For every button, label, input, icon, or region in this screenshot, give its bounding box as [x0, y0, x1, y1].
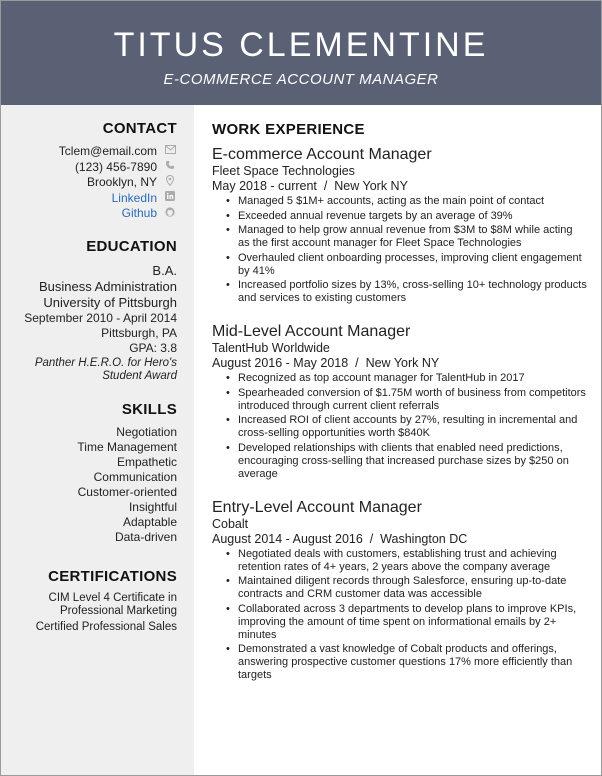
contact-linkedin[interactable] — [1, 191, 177, 207]
job-bullet: • Collaborated across 3 departments to develop plans to improve KPIs, improving the amount of time spent on informational emails by 2+ minutes — [238, 603, 587, 642]
skill-item: Adaptable — [122, 514, 177, 529]
phone-icon — [163, 160, 177, 174]
skill-item: Data-driven — [114, 529, 177, 544]
education-dates: September 2010 - April 2014 — [24, 310, 177, 325]
candidate-title: E-COMMERCE ACCOUNT MANAGER — [163, 71, 439, 88]
education-heading: EDUCATION — [86, 237, 177, 255]
skill-item: Negotiation — [116, 424, 177, 439]
job-entry — [212, 145, 587, 305]
skill-item: Empathetic — [116, 454, 177, 469]
contact-phone-text[interactable]: (123) 456-7890 — [74, 159, 157, 174]
job-entry — [212, 498, 587, 683]
skill-item: Time Management — [77, 439, 177, 454]
education-major: Business Administration — [38, 278, 177, 294]
job-bullets — [212, 195, 587, 305]
job-bullet: • Increased ROI of client accounts by 27%, resulting in incremental and cross-selling opportunities worth $840K — [238, 414, 587, 440]
skill-item: Insightful — [128, 499, 177, 514]
resume-header — [1, 1, 601, 105]
job-bullet: • Managed 5 $1M+ accounts, acting as the main point of contact — [238, 195, 587, 208]
job-bullet: • Recognized as top account manager for TalentHub in 2017 — [238, 372, 587, 385]
job-bullets — [212, 548, 587, 683]
contact-email-text[interactable]: Tclem@email.com — [58, 144, 157, 158]
job-company: Cobalt — [212, 516, 249, 531]
job-company: TalentHub Worldwide — [212, 341, 330, 355]
certification-item: Certified Professional Sales — [35, 620, 177, 633]
job-bullet: • Negotiated deals with customers, establishing trust and achieving retention rates of 4+ years, 2 years above the company average — [238, 548, 587, 574]
job-bullet: • Overhauled client onboarding processes, improving client engagement by 41% — [238, 252, 587, 278]
job-bullet: • Managed to help grow annual revenue from $3M to $8M while acting as the first account manager for Fleet Space Technologies — [238, 224, 587, 250]
education-gpa: GPA: 3.8 — [129, 340, 177, 355]
job-title: Entry-Level Account Manager — [212, 498, 422, 516]
skill-item: Customer-oriented — [77, 484, 177, 499]
job-entry — [212, 322, 587, 481]
contact-email[interactable] — [1, 144, 177, 160]
work-experience-heading: WORK EXPERIENCE — [212, 121, 365, 138]
contact-github[interactable] — [1, 206, 177, 222]
certification-item: CIM Level 4 Certificate in Professional Marketing — [48, 591, 177, 617]
job-title: Mid-Level Account Manager — [212, 323, 411, 340]
contact-location-text: Brooklyn, NY — [86, 175, 157, 189]
main-content — [212, 105, 587, 684]
education-degree: B.A. — [152, 262, 177, 278]
candidate-name: TITUS CLEMENTINE — [113, 26, 489, 64]
contact-phone[interactable] — [1, 160, 177, 176]
job-company: Fleet Space Technologies — [212, 164, 355, 178]
job-dates: August 2016 - May 2018 / New York NY — [212, 356, 440, 370]
linkedin-icon — [163, 191, 177, 205]
education-location: Pittsburgh, PA — [101, 325, 177, 340]
github-icon — [163, 207, 177, 221]
job-dates: August 2014 - August 2016 / Washington DC — [212, 531, 468, 546]
job-dates: May 2018 - current / New York NY — [212, 179, 408, 193]
job-bullet: • Demonstrated a vast knowledge of Cobalt products and offerings, answering prospective customer questions 17% more efficiently than targets — [238, 643, 587, 682]
contact-linkedin-text[interactable]: LinkedIn — [111, 190, 157, 205]
certifications-heading: CERTIFICATIONS — [48, 567, 177, 585]
contact-heading: CONTACT — [102, 120, 177, 137]
job-bullet: • Maintained diligent records through Salesforce, ensuring up-to-date contracts and CRM customer data was accessible — [238, 575, 587, 601]
education-school: University of Pittsburgh — [43, 294, 177, 310]
job-bullet: • Increased portfolio sizes by 13%, cross-selling 10+ technology products and services to existing customers — [238, 279, 587, 305]
envelope-icon — [163, 145, 177, 158]
skill-item: Communication — [93, 469, 177, 484]
job-bullet: • Developed relationships with clients that enabled need predictions, encouraging cross-selling that increased purchase sizes by $250 on average — [238, 442, 587, 481]
job-bullets — [212, 372, 587, 481]
contact-location — [1, 175, 177, 191]
job-bullet: • Exceeded annual revenue targets by an average of 39% — [238, 210, 587, 223]
skills-heading: SKILLS — [121, 400, 177, 418]
contact-github-text[interactable]: Github — [121, 206, 157, 220]
education-award: Panther H.E.R.O. for Hero's Student Award — [34, 356, 177, 382]
job-title: E-commerce Account Manager — [212, 146, 432, 163]
location-pin-icon — [163, 175, 177, 190]
sidebar — [1, 105, 194, 775]
job-bullet: • Spearheaded conversion of $1.75M worth of business from competitors introduced through current client referrals — [238, 387, 587, 413]
